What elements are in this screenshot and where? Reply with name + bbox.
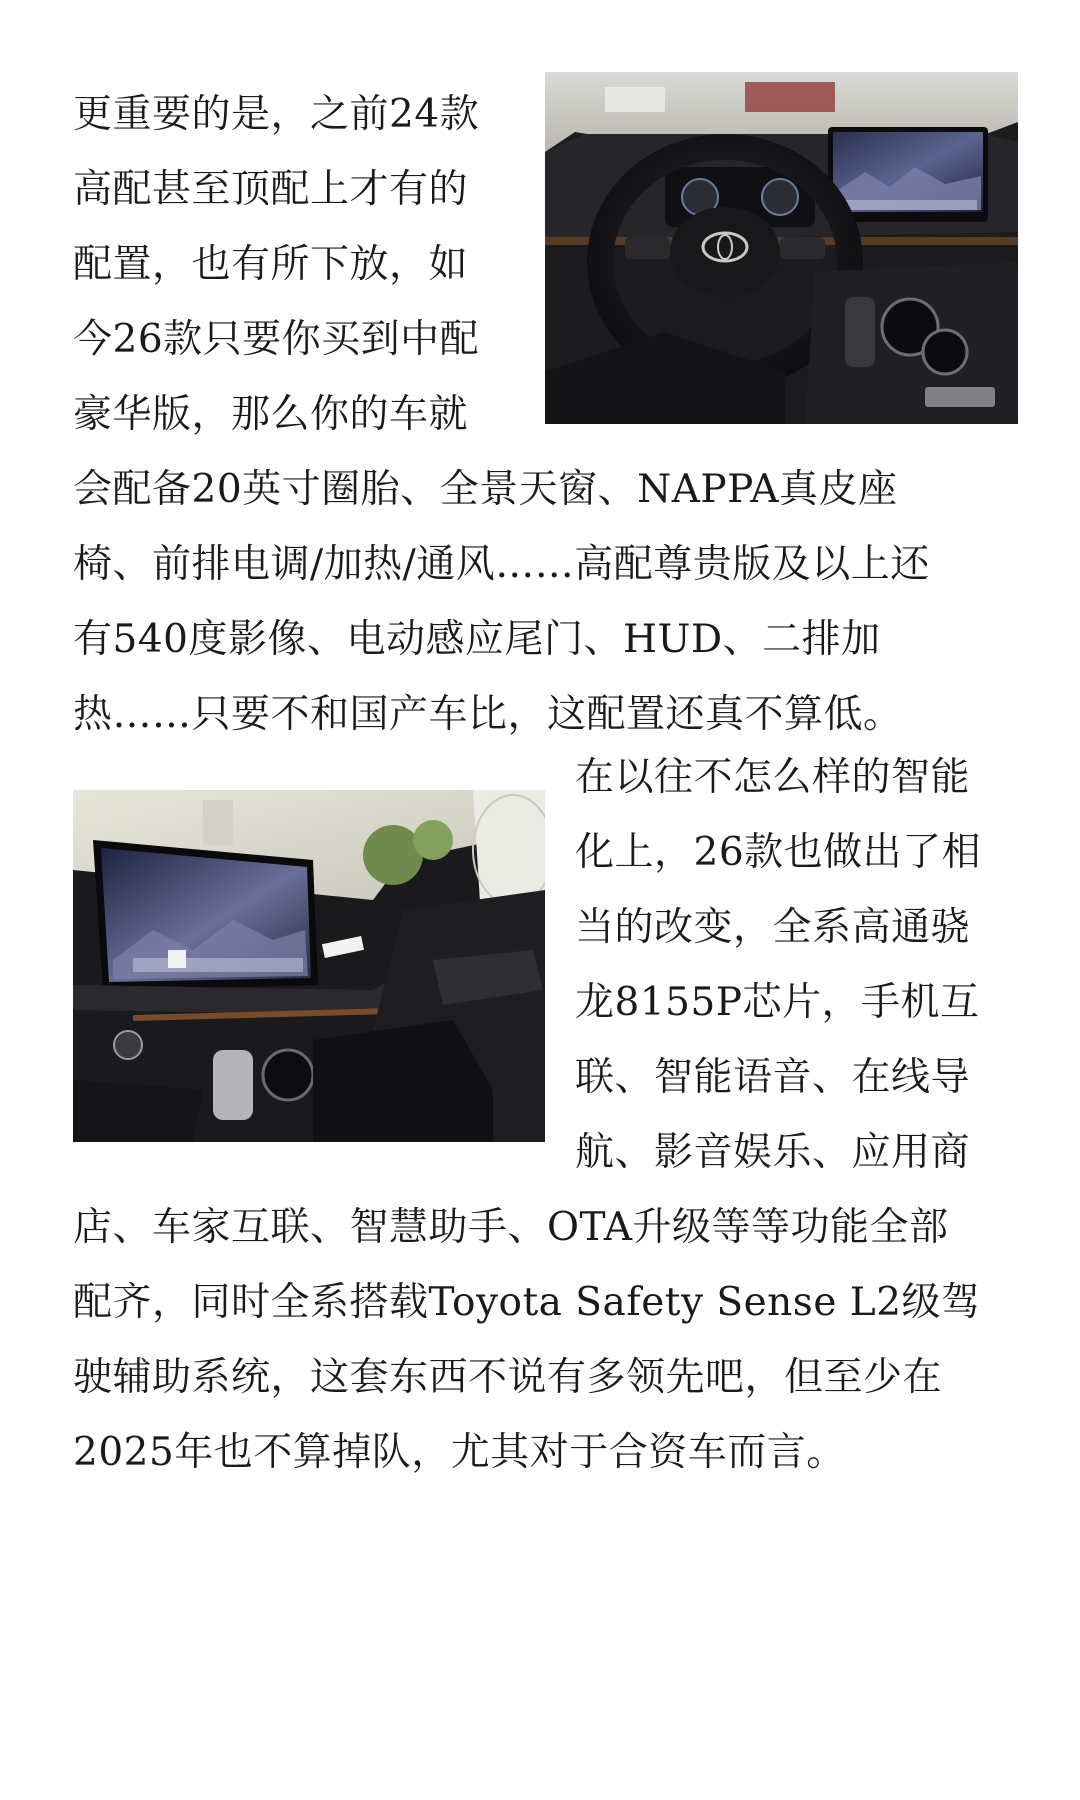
text-line: 椅、前排电调/加热/通风……高配尊贵版及以上还 <box>73 542 930 587</box>
car-screen-image <box>73 790 545 1142</box>
text-line: 会配备20英寸圈胎、全景天窗、NAPPA真皮座 <box>73 467 898 512</box>
text-line: 配齐，同时全系搭载Toyota Safety Sense L2级驾 <box>73 1280 981 1325</box>
text-line: 店、车家互联、智慧助手、OTA升级等等功能全部 <box>73 1205 949 1250</box>
text-line: 联、智能语音、在线导 <box>575 1055 971 1100</box>
text-line: 今26款只要你买到中配 <box>73 317 480 362</box>
text-line: 航、影音娱乐、应用商 <box>575 1130 971 1175</box>
text-line: 有540度影像、电动感应尾门、HUD、二排加 <box>73 617 881 662</box>
text-line: 豪华版，那么你的车就 <box>73 392 469 437</box>
text-line: 化上，26款也做出了相 <box>575 830 982 875</box>
text-line: 在以往不怎么样的智能 <box>575 755 971 800</box>
text-line: 更重要的是，之前24款 <box>73 92 480 137</box>
text-line: 当的改变，全系高通骁 <box>575 905 971 950</box>
text-line: 高配甚至顶配上才有的 <box>73 167 469 212</box>
text-line: 龙8155P芯片，手机互 <box>575 980 980 1025</box>
text-line: 2025年也不算掉队，尤其对于合资车而言。 <box>73 1430 846 1475</box>
text-line: 配置，也有所下放，如 <box>73 242 469 287</box>
text-line: 热……只要不和国产车比，这配置还真不算低。 <box>73 692 903 737</box>
car-dashboard-image <box>545 72 1018 424</box>
screen-photo <box>73 790 545 1142</box>
dashboard-photo <box>545 72 1018 424</box>
text-line: 驶辅助系统，这套东西不说有多领先吧，但至少在 <box>73 1355 943 1400</box>
